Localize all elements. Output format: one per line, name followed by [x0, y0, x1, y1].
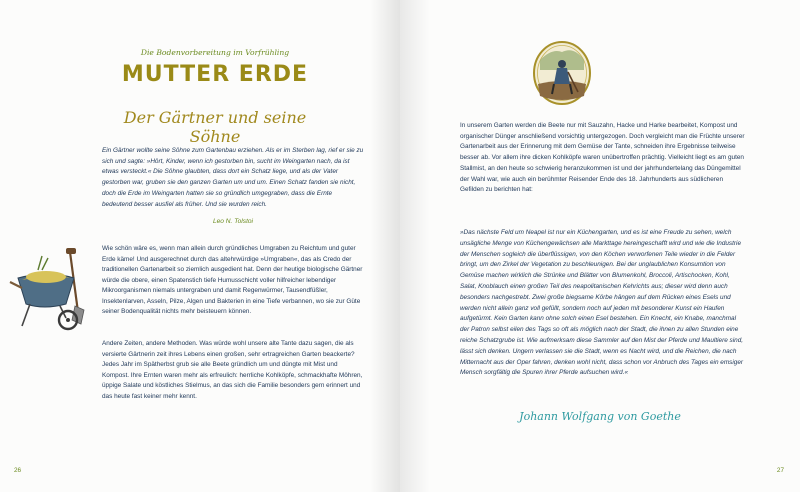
story-title: Der Gärtner und seine Söhne — [123, 108, 307, 146]
page-number-left: 26 — [14, 467, 22, 474]
goethe-signature: Johann Wolfgang von Goethe — [519, 410, 681, 423]
chapter-title: MUTTER ERDE — [121, 62, 309, 87]
paragraph-text: In unserem Garten werden die Beete nur mit Sauzahn, Hacke und Harke bearbeitet, Kompost und organischer Dünger anschließend vorsichtig untergezogen. Doch vergleicht man die Früchte unserer Gartenarbeit aus der Erinnerung mit dem Gemüse der Tante, schneiden ihre Ergebnisse teilweise besser ab. Vor allem ihre dicken Kohlköpfe waren unübertroffen prächtig. Vielleicht liegt es am guten Stallmist, an den heute so schwierig heranzukommen ist und der jahrhundertelang das Düngemittel der Wahl war, wie auch ein berühmter Reisender Ende des 18. Jahrhunderts aus südlicheren Gefilden zu berichten hat: — [460, 122, 745, 194]
gardener-medallion-illustration — [532, 40, 592, 106]
body-paragraph-1 — [102, 244, 364, 318]
wheelbarrow-illustration — [8, 248, 90, 334]
gutter-shadow — [400, 0, 430, 492]
body-paragraph-2 — [102, 339, 364, 402]
intro-text: Ein Gärtner wollte seine Söhne zum Gartenbau erziehen. Als er im Sterben lag, rief er sie zu sich und sagte: »Hört, Kinder, wenn ich gestorben bin, sucht im Weingarten nach, da ist etwas versteckt.« Die Söhne glaubten, dass dort ein Schatz liege, und als der Vater gestorben war, gruben sie den ganzen Garten um und um. Einen Schatz fanden sie nicht, doch die Erde im Weingarten hatten sie so gründlich umgegraben, dass die Ernte bedeutend besser ausfiel als früher. Und sie wurden reich. — [102, 147, 364, 208]
quote-text: »Das nächste Feld um Neapel ist nur ein Küchengarten, und es ist eine Freude zu sehen, welch unsägliche Menge von Küchengewächsen alle Markttage hereingeschafft wird und wie die Industrie der Menschen sogleich die überflüssigen, von den Köchen verworfenen Teile wieder in die Felder bringt, um den Zirkel der Vegetation zu beschleunigen. Bei der unglaublichen Konsumtion von Gemüse machen wirklich die Strünke und Blätter von Blumenkohl, Broccoli, Artischocken, Kohl, Salat, Knoblauch einen großen Teil des neapolitanischen Kehrichts aus; dieser wird denn auch besonders nachgestrebt. Zwei große biegsame Körbe hängen auf dem Rücken eines Esels und werden nicht allein ganz voll gefüllt, sondern noch auf jeden mit besonderer Kunst ein Haufen aufgetürmt. Kein Garten kann ohne solch einen Esel bestehen. Ein Knecht, ein Knabe, manchmal der Patron selbst eilen des Tags so oft als möglich nach der Stadt, die ihnen zu allen Stunden eine reiche Schatzgrube ist. Wie aufmerksam diese Sammler auf den Mist der Pferde und Maultiere sind, lässt sich denken. Ungern verlassen sie die Stadt, wenn es Nacht wird, und die Reichen, die nach Mitternacht aus der Oper fahren, denken wohl nicht, dass schon vor Anbruch des Tages ein emsiger Mensch sorgfältig die Spuren ihrer Pferde aufsuchen wird.« — [460, 229, 744, 377]
story-author: Leo N. Tolstoi — [212, 218, 254, 225]
paragraph-text: Andere Zeiten, andere Methoden. Was würde wohl unsere alte Tante dazu sagen, die als versierte Gärtnerin zeit ihres Lebens einen großen, sehr ertragreichen Garten beackerte? Jedes Jahr im Spätherbst grub sie alle Beete gründlich um und düngte mit Mist und Kompost. Ihre Ernten waren mehr als erfreulich: herrliche Kohlköpfe, schmackhafte Möhren, üppige Salate und köstliches Stielmus, an das sich die Familie besonders gern erinnert und das heute fast keiner mehr kennt. — [102, 340, 363, 400]
paragraph-text: Wie schön wäre es, wenn man allein durch gründliches Umgraben zu Reichtum und guter Erde käme! Und ausgerechnet durch das altehrwürdige »Umgraben«, das als Credo der traditionellen Gartenarbeit so ziemlich ausgedient hat. Denn der heutige biologische Gärtner würde die obere, einen Spatenstich tiefe Humusschicht voller hilfreicher lebendiger Mikroorganismen niemals untergraben und damit Regenwürmer, Tausendfüßler, Insektenlarven, Asseln, Pilze, Algen und Bakterien in eine Tiefe verbannen, wo sie zur Güte seiner Bodenqualität nichts mehr beisteuern können. — [102, 245, 363, 315]
body-paragraph-right — [460, 121, 745, 196]
page-number-right: 27 — [776, 467, 784, 474]
intro-story — [102, 146, 364, 210]
chapter-kicker: Die Bodenvorbereitung im Vorfrühling — [140, 48, 290, 57]
right-page — [400, 0, 800, 492]
goethe-quote — [460, 228, 745, 379]
gutter-shadow — [370, 0, 400, 492]
